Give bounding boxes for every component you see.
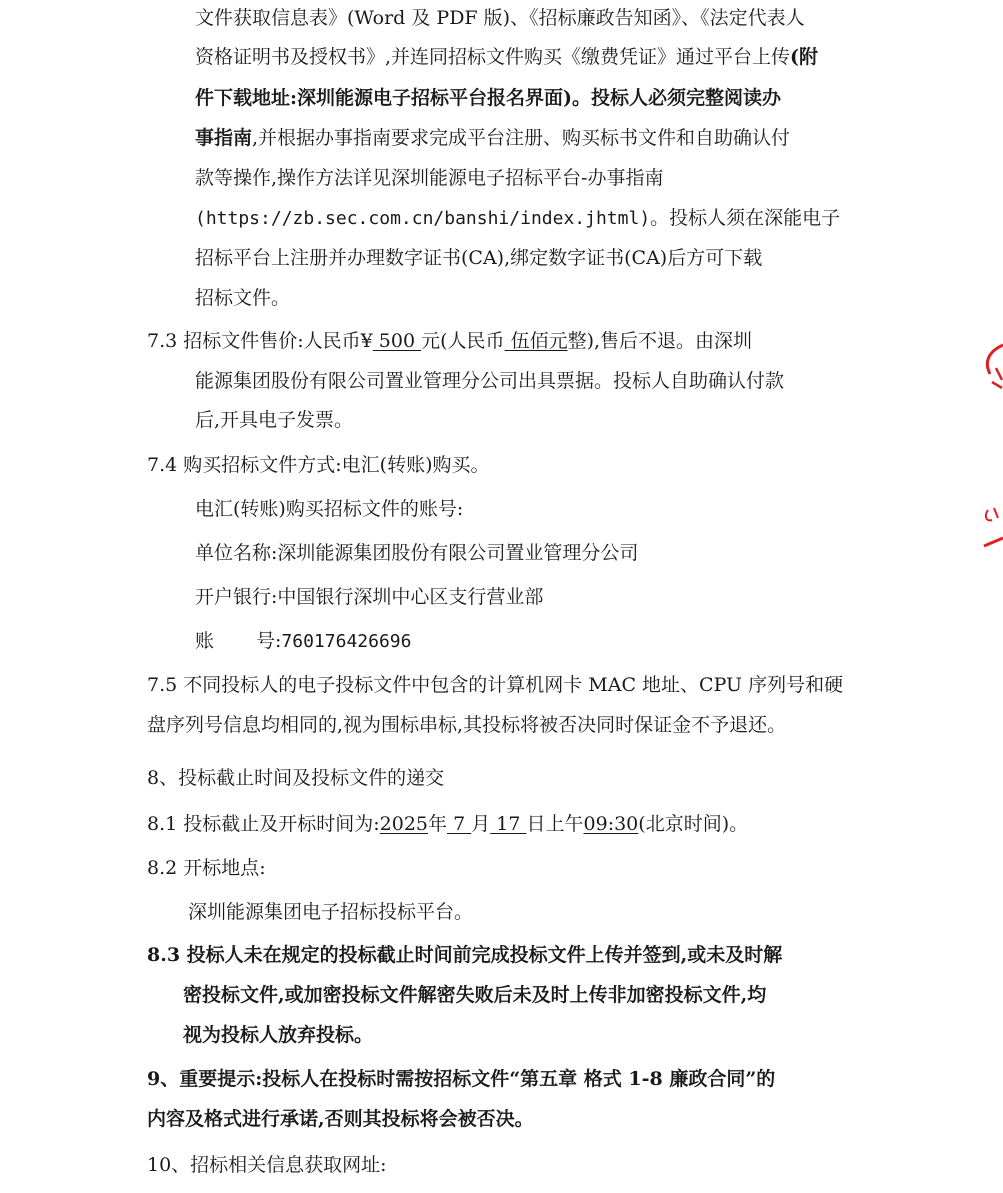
guide-url: (https://zb.sec.com.cn/banshi/index.jhtml) bbox=[195, 208, 651, 229]
para-line-3 bbox=[195, 88, 781, 109]
price-amount: 500 bbox=[372, 330, 422, 352]
para-bold-text: 视为投标人放弃投标。 bbox=[183, 1024, 374, 1046]
para-text: 资格证明书及授权书》,并连同招标文件购买《缴费凭证》通过平台上传 bbox=[195, 46, 791, 68]
account-label-2: 号: bbox=[256, 630, 282, 652]
section-7-3-line-3 bbox=[195, 410, 353, 431]
para-text: 深圳能源集团电子招标投标平台。 bbox=[188, 901, 474, 923]
deadline-prefix: 8.1 投标截止及开标时间为: bbox=[147, 813, 380, 835]
para-line-1 bbox=[195, 8, 805, 29]
heading-text: 10、招标相关信息获取网址: bbox=[147, 1154, 387, 1176]
opening-location bbox=[188, 902, 473, 923]
section-7-3-line-1 bbox=[147, 331, 752, 352]
para-line-6 bbox=[195, 208, 840, 229]
para-text: 招标文件。 bbox=[195, 287, 291, 309]
para-line-4 bbox=[195, 128, 790, 149]
section-8-1 bbox=[147, 814, 748, 835]
unit-name-value: 深圳能源集团股份有限公司置业管理分公司 bbox=[277, 542, 639, 564]
section-7-5-line-2 bbox=[147, 715, 786, 736]
section-8-heading bbox=[147, 768, 444, 789]
section-8-3-line-2 bbox=[183, 985, 766, 1006]
para-line-2 bbox=[195, 47, 818, 68]
account-label-1: 账 bbox=[195, 630, 215, 652]
bank-label: 开户银行: bbox=[195, 586, 278, 608]
para-text: ,并根据办事指南要求完成平台注册、购买标书文件和自助确认付 bbox=[252, 127, 791, 149]
month-unit: 月 bbox=[471, 813, 491, 835]
para-text: 文件获取信息表》(Word 及 PDF 版)、《招标廉政告知函》、《法定代表人 bbox=[195, 7, 805, 29]
bank-row bbox=[195, 587, 543, 608]
section-8-3-line-3 bbox=[183, 1025, 373, 1046]
unit-name-row bbox=[195, 543, 638, 564]
para-bold-text: 内容及格式进行承诺,否则其投标将会被否决。 bbox=[147, 1108, 534, 1130]
bank-value: 中国银行深圳中心区支行营业部 bbox=[277, 586, 544, 608]
account-row bbox=[195, 631, 411, 652]
para-text: 。投标人须在深能电子 bbox=[650, 207, 841, 229]
para-text: 后,开具电子发票。 bbox=[195, 409, 354, 431]
para-line-7 bbox=[195, 248, 762, 269]
price-suffix: 整),售后不退。由深圳 bbox=[567, 330, 753, 352]
year-unit: 年 bbox=[428, 813, 448, 835]
red-seal-stamp bbox=[978, 340, 1003, 555]
section-9-line-2 bbox=[147, 1109, 534, 1130]
para-text: 能源集团股份有限公司置业管理分公司出具票据。投标人自助确认付款 bbox=[195, 370, 785, 392]
section-8-2 bbox=[147, 858, 266, 879]
section-7-4-line-2 bbox=[195, 499, 463, 520]
section-7-4-line-1 bbox=[147, 455, 489, 476]
para-bold-text: 件下载地址:深圳能源电子招标平台报名界面)。投标人必须完整阅读办 bbox=[195, 87, 782, 109]
account-number: 760176426696 bbox=[281, 631, 412, 652]
para-text: 8.2 开标地点: bbox=[147, 857, 266, 879]
para-bold-text: (附 bbox=[790, 46, 819, 68]
para-text: 款等操作,操作方法详见深圳能源电子招标平台-办事指南 bbox=[195, 167, 664, 189]
section-7-3-line-2 bbox=[195, 371, 784, 392]
section-9-line-1 bbox=[147, 1069, 775, 1090]
para-text: 7.4 购买招标文件方式:电汇(转账)购买。 bbox=[147, 454, 490, 476]
deadline-time: 09:30 bbox=[583, 813, 639, 835]
price-prefix: 7.3 招标文件售价:人民币¥ bbox=[147, 330, 373, 352]
section-10-heading bbox=[147, 1155, 387, 1176]
para-text: 电汇(转账)购买招标文件的账号: bbox=[195, 498, 464, 520]
para-bold-text: 9、重要提示:投标人在投标时需按招标文件“第五章 格式 1-8 廉政合同”的 bbox=[147, 1068, 776, 1090]
para-text: 招标平台上注册并办理数字证书(CA),绑定数字证书(CA)后方可下载 bbox=[195, 247, 763, 269]
heading-text: 8、投标截止时间及投标文件的递交 bbox=[147, 767, 445, 789]
day-unit: 日上午 bbox=[526, 813, 584, 835]
deadline-year: 2025 bbox=[379, 813, 429, 835]
para-text: 盘序列号信息均相同的,视为围标串标,其投标将被否决同时保证金不予退还。 bbox=[147, 714, 787, 736]
price-amount-cn: 伍佰元 bbox=[504, 330, 568, 352]
para-bold-text: 密投标文件,或加密投标文件解密失败后未及时上传非加密投标文件,均 bbox=[183, 984, 767, 1006]
para-bold-text: 8.3 投标人未在规定的投标截止时间前完成投标文件上传并签到,或未及时解 bbox=[147, 944, 783, 966]
para-line-8 bbox=[195, 288, 290, 309]
deadline-suffix: (北京时间)。 bbox=[638, 813, 749, 835]
deadline-month: 7 bbox=[447, 813, 472, 835]
para-line-5 bbox=[195, 168, 663, 189]
para-text: 7.5 不同投标人的电子投标文件中包含的计算机网卡 MAC 地址、CPU 序列号和硬 bbox=[147, 674, 844, 696]
para-bold-text: 事指南 bbox=[195, 127, 253, 149]
section-7-5-line-1 bbox=[147, 675, 843, 696]
deadline-day: 17 bbox=[490, 813, 527, 835]
price-mid: 元(人民币 bbox=[421, 330, 505, 352]
section-8-3-line-1 bbox=[147, 945, 782, 966]
unit-name-label: 单位名称: bbox=[195, 542, 278, 564]
